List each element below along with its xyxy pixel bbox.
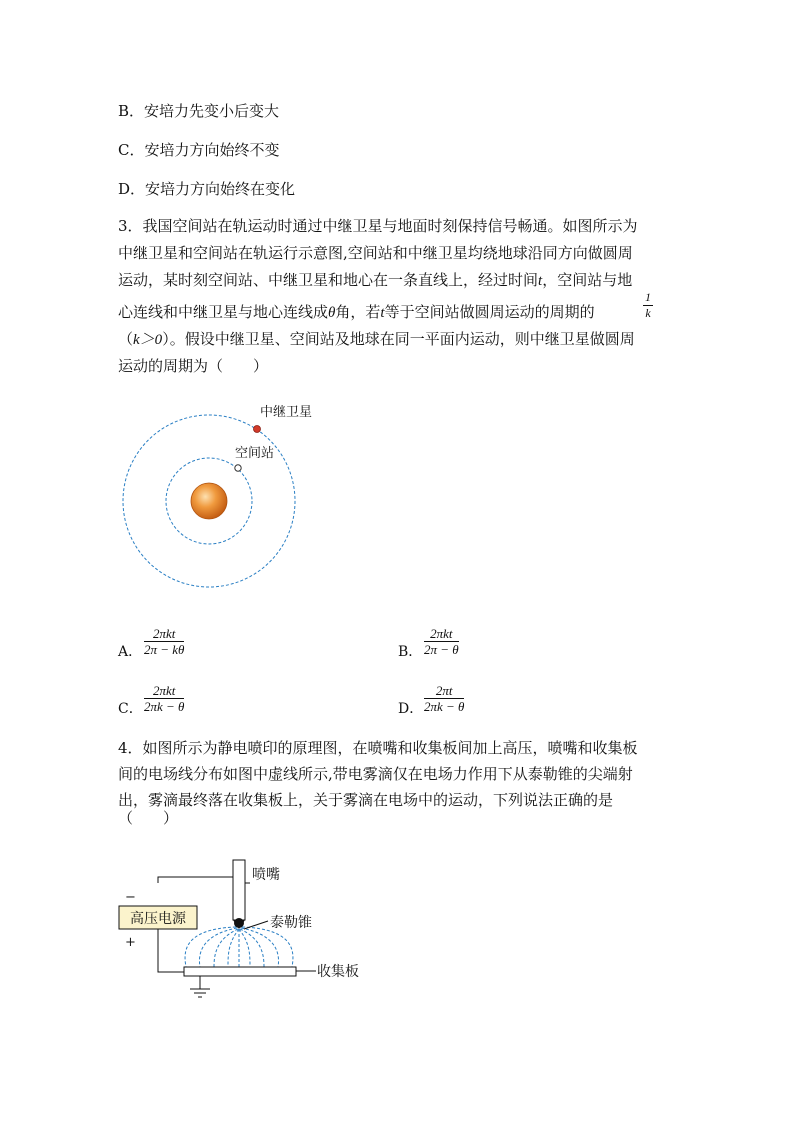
- top-wire: [158, 877, 234, 883]
- option-b-prev: B．安培力先变小后变大: [118, 102, 280, 120]
- space-station: [235, 465, 241, 471]
- frac-one-over-k: $\frac{1}{k}$: [645, 290, 651, 320]
- relay-label: 中继卫星: [260, 405, 313, 420]
- power-source-label: 高压电源: [130, 911, 186, 927]
- collection-plate: [184, 967, 296, 976]
- q3-option-a-frac: 2πkt 2π − kθ: [144, 626, 185, 657]
- q3-line-4: 心连线和中继卫星与地心连线成θ角，若t等于空间站做圆周运动的周期的: [118, 303, 595, 321]
- q3-option-a-letter: A．: [118, 644, 143, 660]
- ground-icon: [190, 989, 210, 997]
- cone-label: 泰勒锥: [270, 915, 312, 931]
- q3-line-3: 运动，某时刻空间站、中继卫星和地心在一条直线上，经过时间t，空间站与地: [118, 271, 633, 289]
- q3-line-5: （k＞0）。假设中继卫星、空间站及地球在同一平面内运动，则中继卫星做圆周: [118, 330, 635, 348]
- q3-line-6: 运动的周期为（ ）: [118, 357, 269, 375]
- q4-line-1: 4．如图所示为静电喷印的原理图，在喷嘴和收集板间加上高压，喷嘴和收集板: [118, 739, 638, 757]
- q3-option-d-frac: $\frac{2\pi t}{2\pi k - \theta}$: [424, 683, 465, 714]
- minus-sign: −: [125, 890, 136, 905]
- k-condition: k＞0: [133, 332, 163, 348]
- q3-option-d-letter: D．: [398, 701, 424, 717]
- nozzle: [233, 860, 245, 920]
- bottom-wire: [158, 929, 184, 972]
- option-d-prev: D．安培力方向始终在变化: [118, 180, 296, 198]
- electrostatic-diagram: [110, 855, 390, 1015]
- earth: [191, 483, 227, 519]
- q3-option-b-letter: B．: [398, 644, 423, 660]
- q3-line-2: 中继卫星和空间站在轨运行示意图,空间站和中继卫星均绕地球沿同方向做圆周: [118, 244, 633, 262]
- nozzle-label: 喷嘴: [252, 867, 280, 883]
- plus-sign: +: [125, 935, 136, 950]
- field-lines: [185, 927, 293, 967]
- station-label: 空间站: [235, 446, 275, 461]
- var-theta: θ: [328, 305, 336, 321]
- orbit-diagram: [110, 395, 340, 625]
- var-t: t: [538, 273, 543, 289]
- q4-line-2: 间的电场线分布如图中虚线所示,带电雾滴仅在电场力作用下从泰勒锥的尖端射: [118, 765, 633, 783]
- plate-label: 收集板: [317, 964, 359, 980]
- option-c-prev: C．安培力方向始终不变: [118, 141, 280, 159]
- var-t-2: t: [380, 305, 385, 321]
- q3-option-c-letter: C．: [118, 701, 143, 717]
- q4-line-4: （ ）: [118, 809, 179, 827]
- q3-option-c-frac: 2πkt 2πk − θ: [144, 683, 185, 714]
- q3-line-1: 3．我国空间站在轨运动时通过中继卫星与地面时刻保持信号畅通。如图所示为: [118, 217, 638, 235]
- q4-line-3: 出，雾滴最终落在收集板上，关于雾滴在电场中的运动，下列说法正确的是: [118, 791, 614, 809]
- relay-satellite: [254, 426, 261, 433]
- q3-option-b-frac: 2πkt 2π − θ: [424, 626, 459, 657]
